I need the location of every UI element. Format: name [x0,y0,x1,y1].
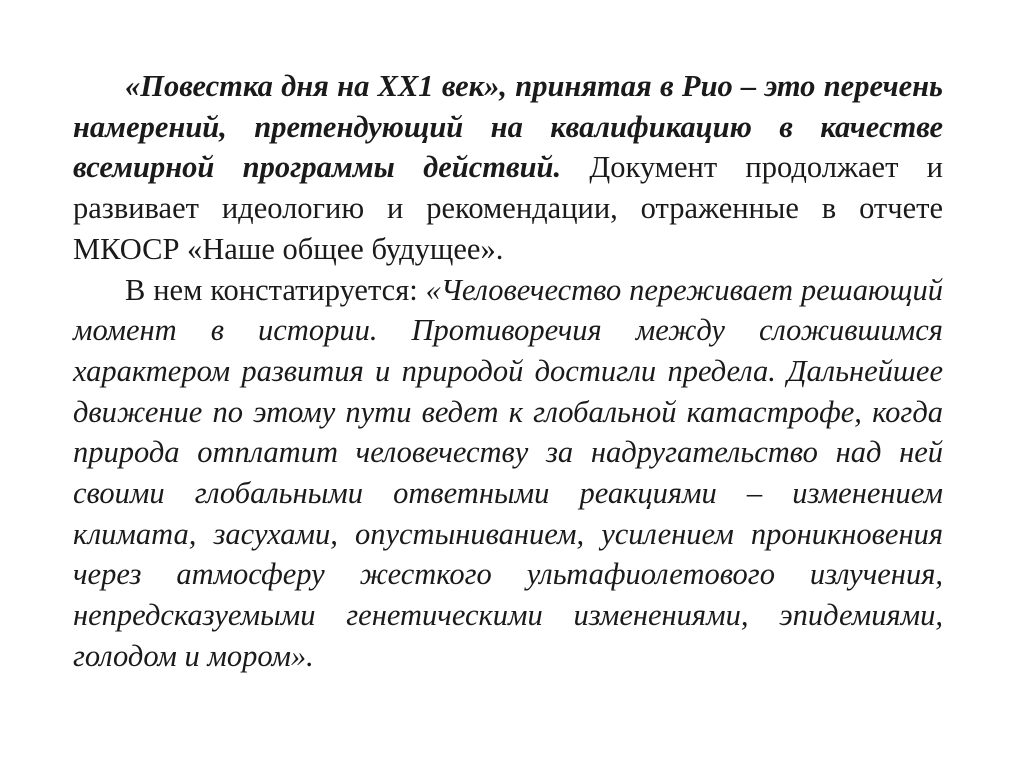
agenda-description: Документ продолжает и развивает идеологию и рекомендации, отраженные в отчете МКОСР «Наше общее будущее». [73,150,943,266]
paragraph-1 [73,66,943,270]
text-block [73,66,943,677]
statement-lead: В нем констатируется: [125,272,426,307]
statement-quote-italic: «Человечество переживает решающий момент в истории. Противоречия между сложившимся характером развития и природой достигли предела. Дальнейшее движение по этому пути ведет к глобальной катастрофе, когда природа отплатит человечеству за надругательство над ней своими глобальными ответными реакциями – изменением климата, засухами, опустыниванием, усилением проникновения через атмосферу жесткого ультафиолетового излучения, непредсказуемыми генетическими изменениями, эпидемиями, голодом и мором». [73,272,943,673]
agenda-definition-bold-italic: «Повестка дня на XX1 век», принятая в Рио – это перечень намерений, претендующий на квалификацию в качестве всемирной программы действий. [73,69,943,185]
paragraph-2 [73,270,943,677]
